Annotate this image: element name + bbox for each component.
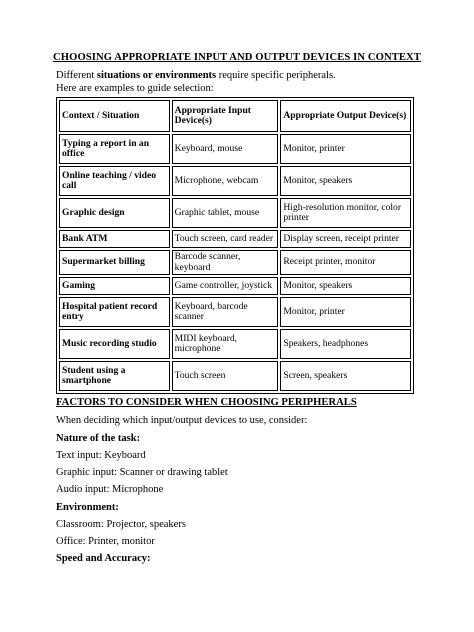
table-row: [59, 250, 411, 275]
table-header-row: [59, 100, 411, 132]
list-item: Office: Printer, monitor: [56, 536, 155, 547]
cell-output: Monitor, printer: [280, 134, 411, 164]
cell-input: Keyboard, barcode scanner: [172, 297, 279, 327]
cell-situation: Online teaching / video call: [59, 166, 170, 196]
page-title: CHOOSING APPROPRIATE INPUT AND OUTPUT DEVICES IN CONTEXT: [53, 52, 421, 63]
list-item: Audio input: Microphone: [56, 484, 164, 495]
cell-input: Keyboard, mouse: [172, 134, 279, 164]
header-input: Appropriate Input Device(s): [172, 100, 279, 132]
cell-output: Monitor, speakers: [280, 277, 411, 295]
intro-line-1: [56, 70, 336, 83]
cell-output: Monitor, printer: [280, 297, 411, 327]
cell-situation: Student using a smartphone: [59, 361, 170, 391]
cell-situation: Supermarket billing: [59, 250, 170, 275]
cell-situation: Bank ATM: [59, 230, 170, 248]
cell-situation: Hospital patient record entry: [59, 297, 170, 327]
devices-table: [56, 97, 414, 394]
cell-situation: Music recording studio: [59, 329, 170, 359]
table-row: [59, 297, 411, 327]
intro-suffix: require specific peripherals.: [216, 70, 336, 81]
environment-heading: Environment:: [56, 502, 119, 513]
table-row: [59, 198, 411, 228]
cell-situation: Gaming: [59, 277, 170, 295]
cell-output: Display screen, receipt printer: [280, 230, 411, 248]
cell-input: Graphic tablet, mouse: [172, 198, 279, 228]
cell-input: Touch screen, card reader: [172, 230, 279, 248]
cell-output: Speakers, headphones: [280, 329, 411, 359]
cell-situation: Graphic design: [59, 198, 170, 228]
list-item: Classroom: Projector, speakers: [56, 519, 186, 530]
cell-input: MIDI keyboard, microphone: [172, 329, 279, 359]
intro-line-2: Here are examples to guide selection:: [56, 82, 214, 94]
cell-situation: Typing a report in an office: [59, 134, 170, 164]
intro-paragraph: [56, 70, 336, 95]
list-item: Text input: Keyboard: [56, 450, 146, 461]
cell-input: Microphone, webcam: [172, 166, 279, 196]
table-row: [59, 277, 411, 295]
cell-output: High-resolution monitor, color printer: [280, 198, 411, 228]
cell-output: Screen, speakers: [280, 361, 411, 391]
header-context: Context / Situation: [59, 100, 170, 132]
intro-bold: situations or environments: [96, 70, 217, 81]
table-row: [59, 166, 411, 196]
cell-output: Receipt printer, monitor: [280, 250, 411, 275]
table-row: [59, 329, 411, 359]
header-output: Appropriate Output Device(s): [280, 100, 411, 132]
nature-heading: Nature of the task:: [56, 433, 141, 444]
intro-prefix: Different: [56, 70, 97, 81]
cell-input: Barcode scanner, keyboard: [172, 250, 279, 275]
cell-output: Monitor, speakers: [280, 166, 411, 196]
factors-intro: When deciding which input/output devices to use, consider:: [56, 415, 308, 426]
cell-input: Touch screen: [172, 361, 279, 391]
list-item: Graphic input: Scanner or drawing tablet: [56, 467, 228, 478]
factors-title: FACTORS TO CONSIDER WHEN CHOOSING PERIPHERALS: [56, 397, 357, 408]
cell-input: Game controller, joystick: [172, 277, 279, 295]
speed-heading: Speed and Accuracy:: [56, 553, 151, 564]
table-row: [59, 134, 411, 164]
table-row: [59, 361, 411, 391]
table-row: [59, 230, 411, 248]
